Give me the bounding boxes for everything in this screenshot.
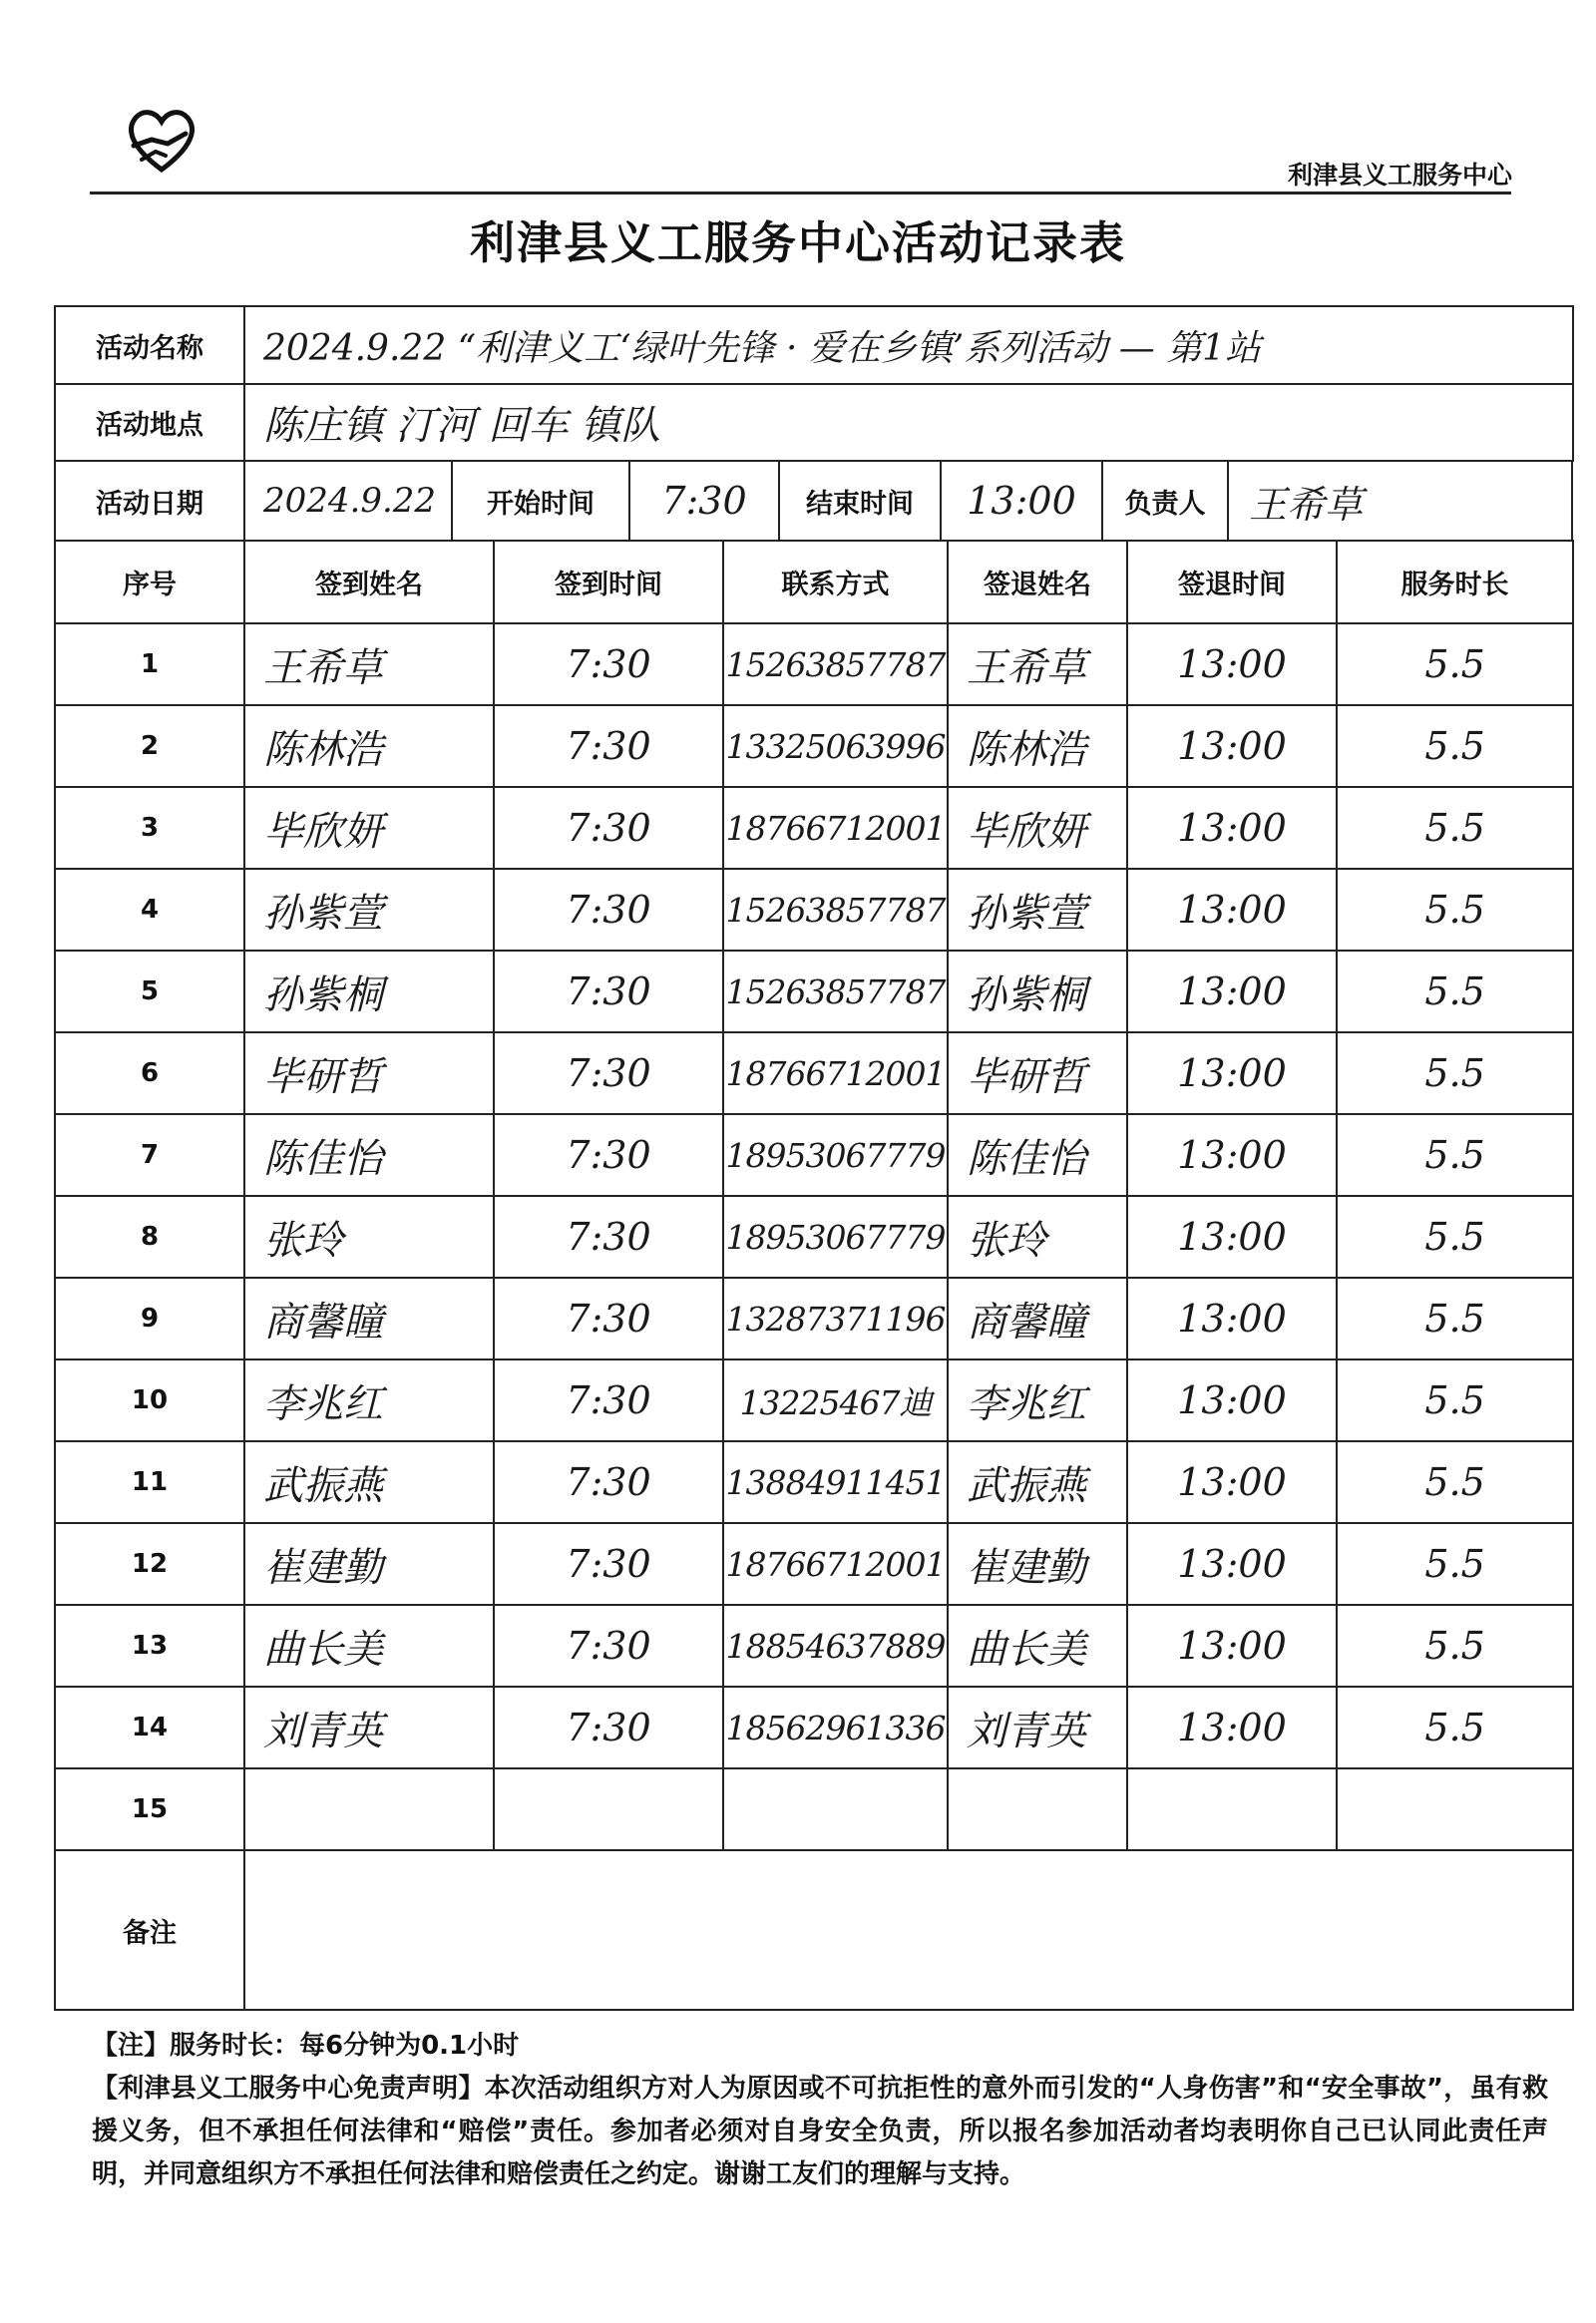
- remarks-value: [244, 1850, 1573, 2010]
- sign-out-name: [948, 1768, 1127, 1850]
- service-hours: 5.5: [1337, 1114, 1573, 1196]
- sign-in-name: [244, 1768, 494, 1850]
- contact-phone: 18854637889: [723, 1605, 948, 1687]
- row-number: 5: [55, 951, 244, 1032]
- contact-phone: 15263857787: [723, 869, 948, 951]
- sign-out-time: 13:00: [1127, 1196, 1337, 1278]
- activity-name-value: 2024.9.22 “利津义工‘绿叶先锋 · 爱在乡镇’系列活动 — 第1站: [244, 306, 1573, 384]
- sign-out-time: 13:00: [1127, 1359, 1337, 1441]
- sign-out-time: 13:00: [1127, 1114, 1337, 1196]
- date-row-cells: [245, 462, 1573, 540]
- contact-phone: 13287371196: [723, 1278, 948, 1359]
- sign-out-time: 13:00: [1127, 1441, 1337, 1523]
- sign-out-time: 13:00: [1127, 869, 1337, 951]
- sign-in-time: [494, 1768, 723, 1850]
- sign-in-name: 张玲: [244, 1196, 494, 1278]
- column-header: 序号: [55, 541, 244, 623]
- sign-out-time: 13:00: [1127, 1523, 1337, 1605]
- service-hours: 5.5: [1337, 951, 1573, 1032]
- service-hours: [1337, 1768, 1573, 1850]
- column-header: 联系方式: [723, 541, 948, 623]
- row-number: 12: [55, 1523, 244, 1605]
- row-number: 4: [55, 869, 244, 951]
- sign-in-time: 7:30: [494, 1196, 723, 1278]
- sign-out-time: [1127, 1768, 1337, 1850]
- row-number: 9: [55, 1278, 244, 1359]
- service-hours: 5.5: [1337, 1605, 1573, 1687]
- location-value: 陈庄镇 汀河 回车 镇队: [244, 384, 1573, 461]
- sign-out-time: 13:00: [1127, 623, 1337, 705]
- table-row: [55, 869, 1573, 951]
- sign-in-time: 7:30: [494, 705, 723, 787]
- remarks-label: 备注: [55, 1850, 244, 2010]
- sign-out-time: 13:00: [1127, 951, 1337, 1032]
- table-row: [55, 1114, 1573, 1196]
- sign-out-name: 刘青英: [948, 1687, 1127, 1768]
- volunteer-heart-hand-logo-icon: [122, 100, 201, 180]
- service-hours: 5.5: [1337, 623, 1573, 705]
- sign-in-name: 毕研哲: [244, 1032, 494, 1114]
- table-row: [55, 1278, 1573, 1359]
- sign-in-time: 7:30: [494, 1114, 723, 1196]
- org-header-name: 利津县义工服务中心: [1287, 161, 1512, 190]
- service-hours: 5.5: [1337, 869, 1573, 951]
- leader-label: 负责人: [1103, 462, 1229, 540]
- table-row: [55, 1605, 1573, 1687]
- footnotes: [92, 2025, 1548, 2196]
- contact-phone: [723, 1768, 948, 1850]
- service-hours: 5.5: [1337, 1441, 1573, 1523]
- sign-in-time: 7:30: [494, 1523, 723, 1605]
- sign-in-name: 毕欣妍: [244, 787, 494, 869]
- sign-out-time: 13:00: [1127, 1605, 1337, 1687]
- sign-in-name: 崔建勤: [244, 1523, 494, 1605]
- date-label: 活动日期: [55, 461, 244, 541]
- column-header: 签到姓名: [244, 541, 494, 623]
- sign-in-name: 曲长美: [244, 1605, 494, 1687]
- contact-phone: 18953067779: [723, 1196, 948, 1278]
- service-hours: 5.5: [1337, 1523, 1573, 1605]
- column-header: 服务时长: [1337, 541, 1573, 623]
- location-label: 活动地点: [55, 384, 244, 461]
- contact-phone: 15263857787: [723, 623, 948, 705]
- contact-phone: 18562961336: [723, 1687, 948, 1768]
- service-hours: 5.5: [1337, 1359, 1573, 1441]
- sign-in-time: 7:30: [494, 787, 723, 869]
- contact-phone: 15263857787: [723, 951, 948, 1032]
- sign-out-name: 毕欣妍: [948, 787, 1127, 869]
- sign-out-time: 13:00: [1127, 787, 1337, 869]
- sign-out-time: 13:00: [1127, 1687, 1337, 1768]
- contact-phone: 18766712001: [723, 1032, 948, 1114]
- contact-phone: 18766712001: [723, 1523, 948, 1605]
- row-number: 3: [55, 787, 244, 869]
- activity-record-table: [54, 305, 1573, 2011]
- sign-in-time: 7:30: [494, 1605, 723, 1687]
- table-row: [55, 1441, 1573, 1523]
- page-title: 利津县义工服务中心活动记录表: [469, 216, 1126, 269]
- table-row: [55, 1523, 1573, 1605]
- start-time-value: 7:30: [630, 462, 780, 540]
- row-number: 14: [55, 1687, 244, 1768]
- sign-out-name: 毕研哲: [948, 1032, 1127, 1114]
- row-number: 8: [55, 1196, 244, 1278]
- location-row: [55, 384, 1573, 461]
- header-divider: [90, 192, 1511, 194]
- sign-in-name: 李兆红: [244, 1359, 494, 1441]
- row-number: 10: [55, 1359, 244, 1441]
- column-header: 签退时间: [1127, 541, 1337, 623]
- sign-in-time: 7:30: [494, 623, 723, 705]
- end-time-label: 结束时间: [780, 462, 942, 540]
- sign-out-name: 武振燕: [948, 1441, 1127, 1523]
- table-row: [55, 1196, 1573, 1278]
- sign-out-time: 13:00: [1127, 705, 1337, 787]
- contact-phone: 18766712001: [723, 787, 948, 869]
- sign-out-name: 崔建勤: [948, 1523, 1127, 1605]
- date-row: [55, 461, 1573, 541]
- sign-out-name: 孙紫萱: [948, 869, 1127, 951]
- contact-phone: 13884911451: [723, 1441, 948, 1523]
- service-hours-note: 【注】服务时长：每6分钟为0.1小时: [92, 2031, 520, 2061]
- sign-in-time: 7:30: [494, 1687, 723, 1768]
- service-hours: 5.5: [1337, 1196, 1573, 1278]
- end-time-value: 13:00: [942, 462, 1103, 540]
- table-row: [55, 1032, 1573, 1114]
- row-number: 11: [55, 1441, 244, 1523]
- row-number: 6: [55, 1032, 244, 1114]
- row-number: 1: [55, 623, 244, 705]
- table-row: [55, 705, 1573, 787]
- activity-name-row: [55, 306, 1573, 384]
- remarks-row: [55, 1850, 1573, 2010]
- sign-in-time: 7:30: [494, 1278, 723, 1359]
- service-hours: 5.5: [1337, 705, 1573, 787]
- sign-in-name: 陈林浩: [244, 705, 494, 787]
- row-number: 2: [55, 705, 244, 787]
- sign-out-name: 王希草: [948, 623, 1127, 705]
- column-header-row: [55, 541, 1573, 623]
- service-hours: 5.5: [1337, 787, 1573, 869]
- column-header: 签到时间: [494, 541, 723, 623]
- column-header: 签退姓名: [948, 541, 1127, 623]
- sign-out-name: 商馨瞳: [948, 1278, 1127, 1359]
- row-number: 15: [55, 1768, 244, 1850]
- sign-out-name: 张玲: [948, 1196, 1127, 1278]
- sign-out-name: 李兆红: [948, 1359, 1127, 1441]
- leader-value: 王希草: [1229, 462, 1573, 540]
- table-row: [55, 623, 1573, 705]
- sign-in-name: 刘青英: [244, 1687, 494, 1768]
- contact-phone: 18953067779: [723, 1114, 948, 1196]
- sign-out-name: 曲长美: [948, 1605, 1127, 1687]
- service-hours: 5.5: [1337, 1687, 1573, 1768]
- disclaimer-text: 【利津县义工服务中心免责声明】本次活动组织方对人为原因或不可抗拒性的意外而引发的“人身伤害”和“安全事故”，虽有救援义务，但不承担任何法律和“赔偿”责任。参加者必须对自身安全负责，所以报名参加活动者均表明你自己已认同此责任声明，并同意组织方不承担任何法律和赔偿责任之约定。谢谢工友们的理解与支持。: [92, 2074, 1548, 2189]
- sign-out-name: 孙紫桐: [948, 951, 1127, 1032]
- sign-out-time: 13:00: [1127, 1278, 1337, 1359]
- table-row: [55, 1687, 1573, 1768]
- sign-out-name: 陈林浩: [948, 705, 1127, 787]
- sign-in-name: 王希草: [244, 623, 494, 705]
- service-hours: 5.5: [1337, 1032, 1573, 1114]
- sign-in-name: 陈佳怡: [244, 1114, 494, 1196]
- sign-in-time: 7:30: [494, 1359, 723, 1441]
- table-row: [55, 1359, 1573, 1441]
- sign-out-name: 陈佳怡: [948, 1114, 1127, 1196]
- sign-in-name: 孙紫萱: [244, 869, 494, 951]
- sign-in-time: 7:30: [494, 869, 723, 951]
- contact-phone: 13225467迪: [723, 1359, 948, 1441]
- sign-in-time: 7:30: [494, 951, 723, 1032]
- sign-in-name: 孙紫桐: [244, 951, 494, 1032]
- table-row: [55, 951, 1573, 1032]
- row-number: 7: [55, 1114, 244, 1196]
- sign-out-time: 13:00: [1127, 1032, 1337, 1114]
- date-value: 2024.9.22: [245, 462, 453, 540]
- table-row: [55, 1768, 1573, 1850]
- activity-name-label: 活动名称: [55, 306, 244, 384]
- sign-in-name: 商馨瞳: [244, 1278, 494, 1359]
- sign-in-name: 武振燕: [244, 1441, 494, 1523]
- table-row: [55, 787, 1573, 869]
- row-number: 13: [55, 1605, 244, 1687]
- contact-phone: 13325063996: [723, 705, 948, 787]
- service-hours: 5.5: [1337, 1278, 1573, 1359]
- sign-in-time: 7:30: [494, 1032, 723, 1114]
- sign-in-time: 7:30: [494, 1441, 723, 1523]
- start-time-label: 开始时间: [453, 462, 630, 540]
